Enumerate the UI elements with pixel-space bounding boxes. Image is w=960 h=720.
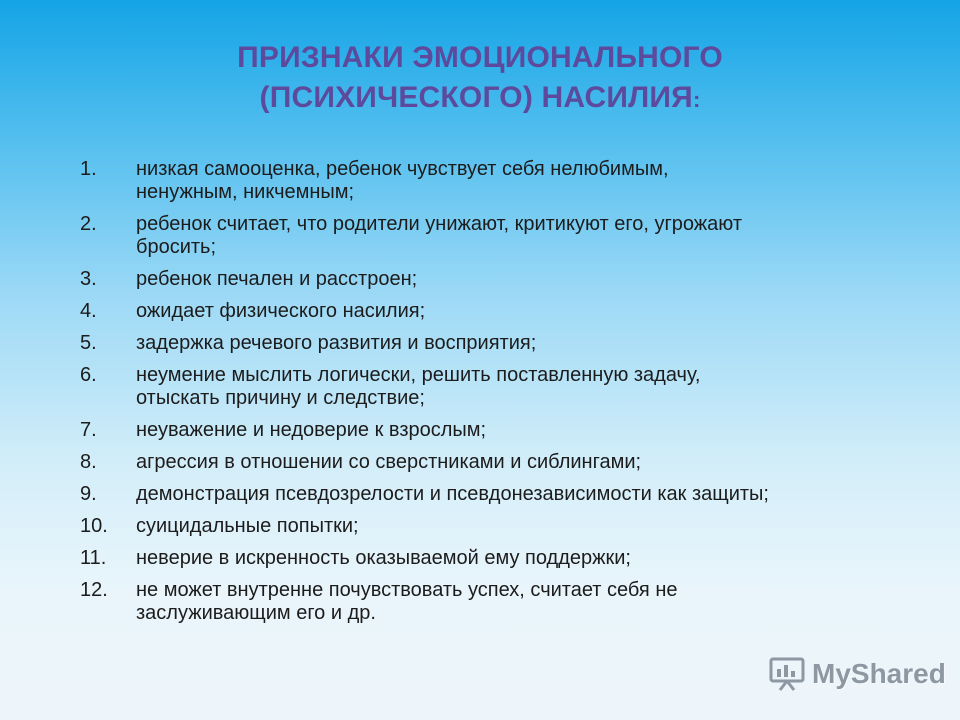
list-item [80,300,930,323]
list-item [80,332,930,355]
list-item [80,419,930,442]
list-item [80,515,930,538]
item-text: суицидальные попытки; [136,515,359,537]
title-line-2-text: (ПСИХИЧЕСКОГО) НАСИЛИЯ [259,81,693,114]
item-number: 4. [80,300,97,322]
list-item [80,579,930,625]
item-text: ожидает физического насилия; [136,300,426,322]
item-number: 2. [80,213,97,235]
item-text: задержка речевого развития и восприятия; [136,332,537,354]
title-colon: : [692,87,701,112]
item-text: агрессия в отношении со сверстниками и сиблингами; [136,451,642,473]
list-item [80,547,930,570]
item-text: низкая самооценка, ребенок чувствует себя нелюбимым, ненужным, никчемным; [136,158,669,203]
title-line-2 [0,78,960,120]
item-number: 8. [80,451,97,473]
item-text: ребенок печален и расстроен; [136,268,418,290]
list-item [80,268,930,291]
slide-title [0,38,960,120]
item-number: 1. [80,158,97,180]
item-text: не может внутренне почувствовать успех, считает себя не заслуживающим его и др. [136,579,678,624]
item-text: неверие в искренность оказываемой ему поддержки; [136,547,631,569]
watermark-text: MyShared [812,658,946,689]
list-item [80,451,930,474]
list-item [80,483,930,506]
signs-list [80,158,930,634]
item-text: демонстрация псевдозрелости и псевдонезависимости как защиты; [136,483,769,505]
item-number: 11. [80,547,107,569]
item-text: ребенок считает, что родители унижают, критикуют его, угрожают бросить; [136,213,742,258]
item-number: 9. [80,483,97,505]
item-number: 5. [80,332,97,354]
item-number: 12. [80,579,108,601]
presentation-board-icon [768,655,806,693]
item-number: 10. [80,515,108,537]
item-number: 3. [80,268,97,290]
item-text: неуважение и недоверие к взрослым; [136,419,487,441]
list-item [80,158,930,204]
list-item [80,213,930,259]
title-line-1: ПРИЗНАКИ ЭМОЦИОНАЛЬНОГО [237,41,723,74]
myshared-watermark [768,655,946,693]
item-number: 7. [80,419,97,441]
item-number: 6. [80,364,97,386]
list-item [80,364,930,410]
item-text: неумение мыслить логически, решить поставленную задачу, отыскать причину и следствие; [136,364,701,409]
